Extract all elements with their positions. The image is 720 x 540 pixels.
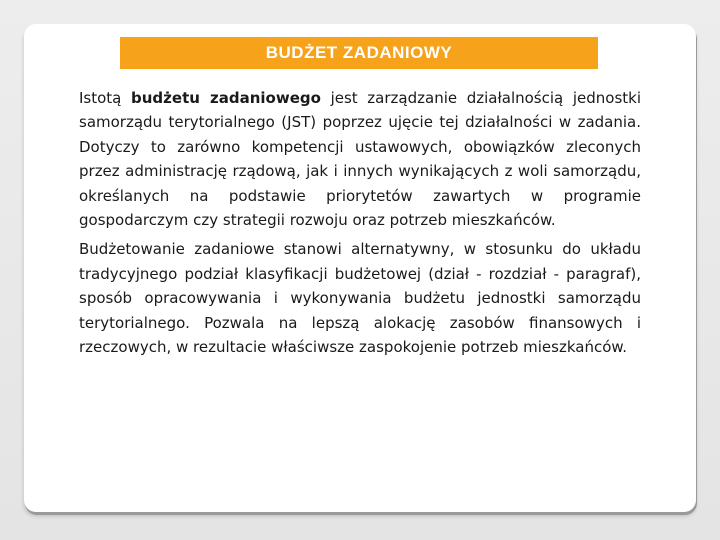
slide-card (24, 24, 696, 512)
paragraph-2: Budżetowanie zadaniowe stanowi alternatywny, w stosunku do układu tradycyjnego podział klasyfikacji budżetowej (dział - rozdział - paragraf), sposób opracowywania i wykonywania budżetu jednostki samorządu terytorialnego. Pozwala na lepszą alokację zasobów finansowych i rzeczowych, w rezultacie właściwsze zaspokojenie potrzeb mieszkańców. (79, 240, 641, 357)
paragraph-1 (79, 86, 641, 232)
paragraph-1-lead: Istotą (79, 89, 132, 107)
slide-body (79, 86, 641, 359)
paragraph-1-rest: jest zarządzanie działalnością jednostki samorządu terytorialnego (JST) poprzez ujęcie tej działalności w zadania. Dotyczy to zarówno kompetencji ustawowych, obowiązków zleconych przez administrację rządową, jak i innych wynikających z woli samorządu, określanych na podstawie priorytetów zawartych w programie gospodarczym czy strategii rozwoju oraz potrzeb mieszkańców. (79, 89, 642, 230)
slide-title: BUDŻET ZADANIOWY (120, 37, 598, 69)
paragraph-1-bold-term: budżetu zadaniowego (131, 89, 321, 107)
